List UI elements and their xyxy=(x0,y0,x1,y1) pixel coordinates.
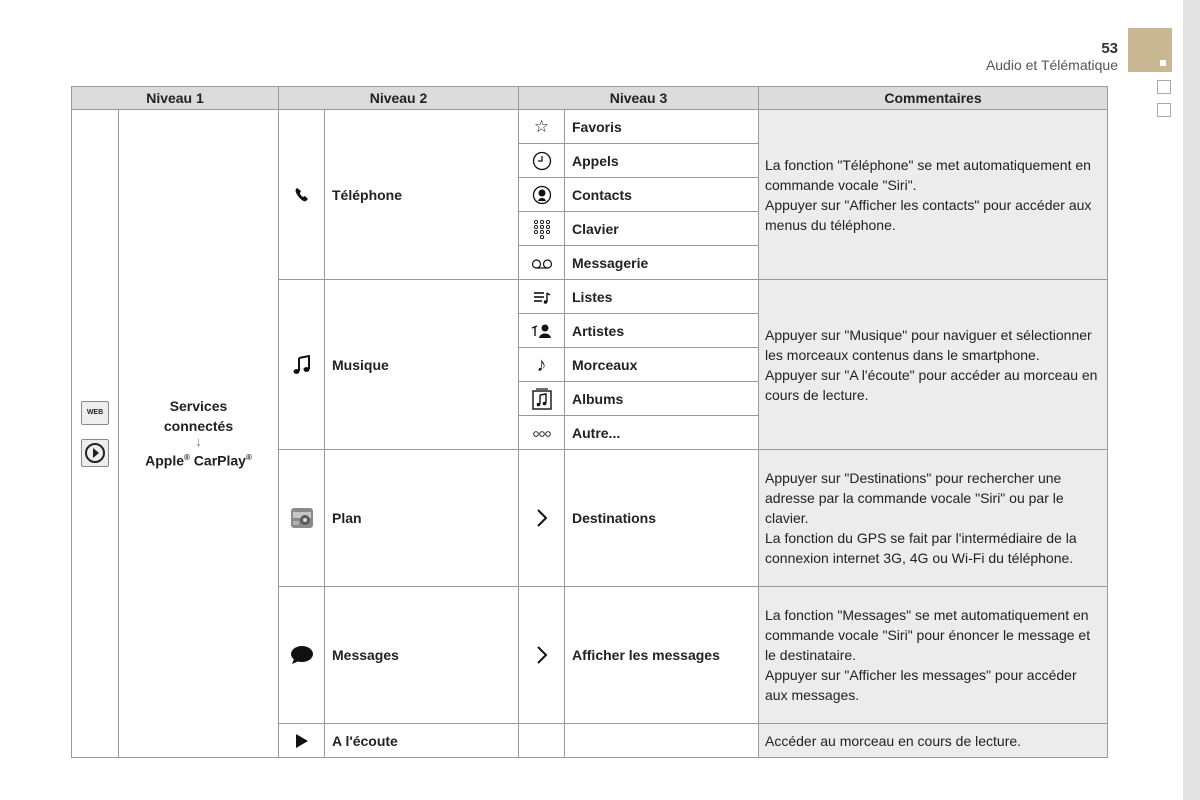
header-commentaires: Commentaires xyxy=(759,87,1108,110)
comment-text: Appuyer sur "Musique" pour naviguer et sélectionner les morceaux contenus dans le smartphone. Appuyer sur "A l'écoute" pour accéder au morceau en cours de lecture. xyxy=(765,326,1098,403)
registered-mark: ® xyxy=(245,453,252,463)
comment-text: Accéder au morceau en cours de lecture. xyxy=(765,732,1022,749)
table-header-row xyxy=(72,87,1108,110)
comment-messages xyxy=(759,587,1108,724)
chapter-tab[interactable] xyxy=(1128,28,1172,72)
level1-services-cell xyxy=(119,110,279,758)
level1-label-services: Services xyxy=(169,398,228,415)
level1-label-apple: Apple xyxy=(145,452,185,469)
chevron-right-icon xyxy=(519,587,565,724)
header-niveau-1: Niveau 1 xyxy=(72,87,279,110)
section-title: Audio et Télématique xyxy=(985,57,1118,73)
playlist-icon xyxy=(519,280,565,314)
empty-cell xyxy=(565,724,759,758)
level3-destinations[interactable]: Destinations xyxy=(565,450,759,587)
page-edge-strip xyxy=(1183,0,1200,800)
star-icon: ☆ xyxy=(519,110,565,144)
music-note-icon xyxy=(279,280,325,450)
artist-icon xyxy=(519,314,565,348)
level3-messagerie[interactable]: Messagerie xyxy=(565,246,759,280)
keypad-icon xyxy=(519,212,565,246)
more-icon xyxy=(519,416,565,450)
level3-clavier[interactable]: Clavier xyxy=(565,212,759,246)
table-row xyxy=(72,110,1108,144)
level3-afficher-messages[interactable]: Afficher les messages xyxy=(565,587,759,724)
song-icon: ♪ xyxy=(519,348,565,382)
level3-favoris[interactable]: Favoris xyxy=(565,110,759,144)
level2-musique[interactable]: Musique xyxy=(325,280,519,450)
empty-cell xyxy=(519,724,565,758)
level3-contacts[interactable]: Contacts xyxy=(565,178,759,212)
contact-icon xyxy=(519,178,565,212)
comment-musique xyxy=(759,280,1108,450)
menu-table xyxy=(71,86,1108,758)
chapter-tab-box[interactable] xyxy=(1157,103,1171,117)
speech-bubble-icon xyxy=(279,587,325,724)
level1-label-connectes: connectés xyxy=(163,418,234,435)
level3-morceaux[interactable]: Morceaux xyxy=(565,348,759,382)
level2-messages[interactable]: Messages xyxy=(325,587,519,724)
clock-icon xyxy=(519,144,565,178)
level3-listes[interactable]: Listes xyxy=(565,280,759,314)
carplay-icon xyxy=(81,439,109,467)
level1-icon-cell xyxy=(72,110,119,758)
level3-appels[interactable]: Appels xyxy=(565,144,759,178)
comment-telephone xyxy=(759,110,1108,280)
registered-mark: ® xyxy=(184,453,190,463)
level2-telephone[interactable]: Téléphone xyxy=(325,110,519,280)
phone-icon xyxy=(279,110,325,280)
album-icon xyxy=(519,382,565,416)
web-badge-icon: WEB xyxy=(81,401,109,425)
chapter-tab-box[interactable] xyxy=(1157,80,1171,94)
page-number: 53 xyxy=(1101,40,1118,57)
comment-text: La fonction "Messages" se met automatiquement en commande vocale "Siri" pour énoncer le message et le destinataire. Appuyer sur "Afficher les messages" pour accéder aux messages. xyxy=(765,607,1091,703)
level1-label-carplay: CarPlay xyxy=(189,452,246,469)
comment-text: La fonction "Téléphone" se met automatiquement en commande vocale "Siri". Appuyer sur "Afficher les contacts" pour accéder aux menus du téléphone. xyxy=(765,156,1092,233)
level3-autre[interactable]: Autre... xyxy=(565,416,759,450)
comment-text: Appuyer sur "Destinations" pour rechercher une adresse par la commande vocale "Siri" ou par le clavier. La fonction du GPS se fait par l'intermédiaire de la connexion internet 3G, 4G ou Wi-Fi du téléphone. xyxy=(765,470,1077,566)
level3-albums[interactable]: Albums xyxy=(565,382,759,416)
voicemail-icon xyxy=(519,246,565,280)
down-arrow-icon: ↓ xyxy=(195,434,202,450)
comment-plan xyxy=(759,450,1108,587)
comment-a-lecoute xyxy=(759,724,1108,758)
play-icon xyxy=(279,724,325,758)
map-icon xyxy=(279,450,325,587)
level3-artistes[interactable]: Artistes xyxy=(565,314,759,348)
header-niveau-3: Niveau 3 xyxy=(519,87,759,110)
chevron-right-icon xyxy=(519,450,565,587)
level2-plan[interactable]: Plan xyxy=(325,450,519,587)
level2-a-lecoute[interactable]: A l'écoute xyxy=(325,724,519,758)
header-niveau-2: Niveau 2 xyxy=(279,87,519,110)
